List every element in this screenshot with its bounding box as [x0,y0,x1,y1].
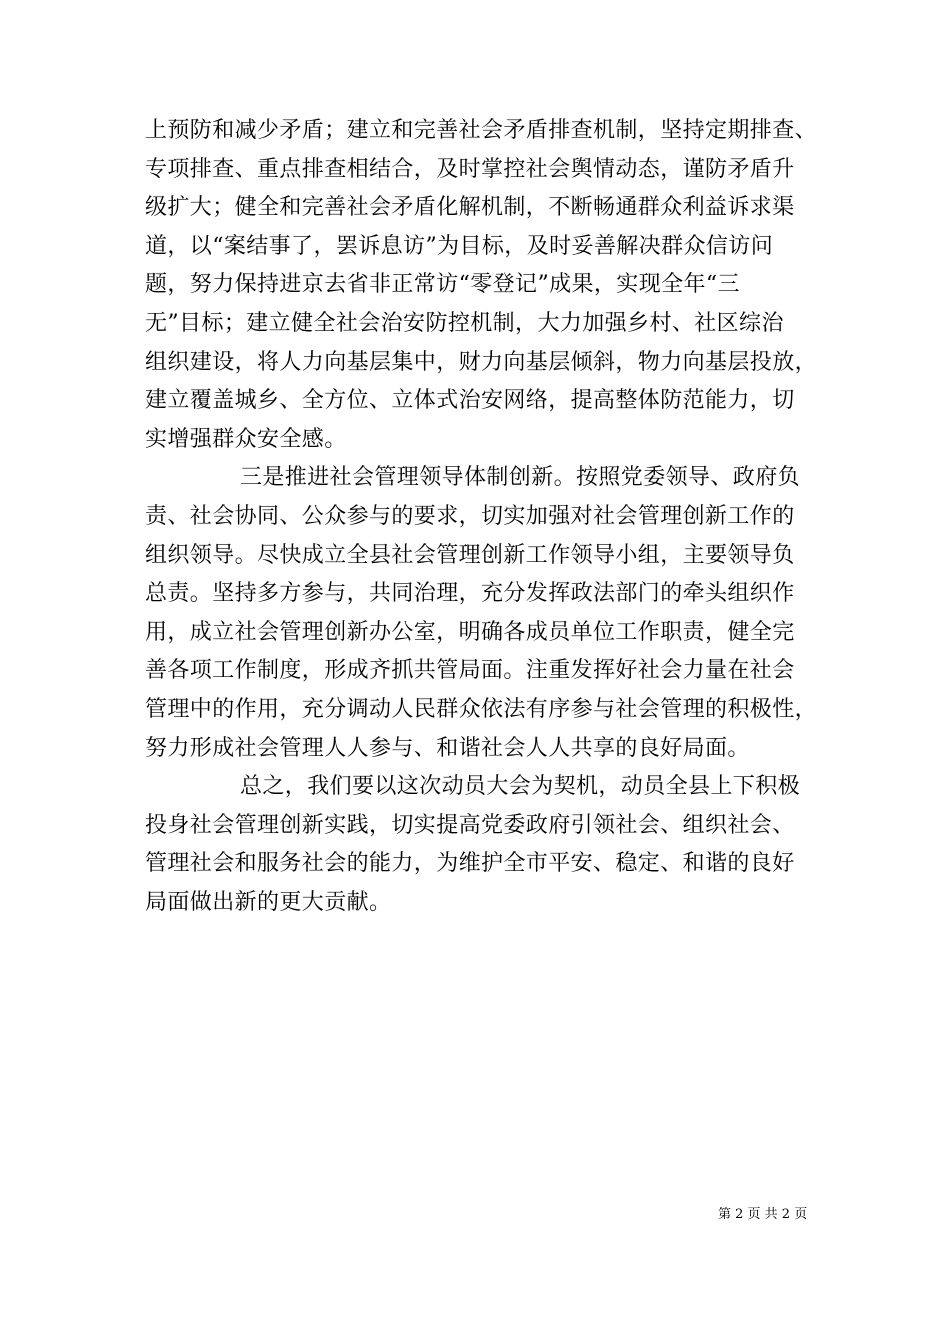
text-line: 实增强群众安全感。 [145,426,347,452]
text-line: 局面做出新的更大贡献。 [145,889,392,915]
text-line: 道，以“案结事了，罢诉息访”为目标，及时妥善解决群众信访问 [145,233,774,259]
text-line: 责、社会协同、公众参与的要求，切实加强对社会管理创新工作的 [145,503,795,529]
text-line: 专项排查、重点排查相结合，及时掌控社会舆情动态，谨防矛盾升 [145,156,795,182]
text-line: 级扩大；健全和完善社会矛盾化解机制，不断畅通群众利益诉求渠 [145,195,795,221]
text-line: 三是推进社会管理领导体制创新。按照党委领导、政府负 [240,465,801,491]
text-line: 努力形成社会管理人人参与、和谐社会人人共享的良好局面。 [145,735,750,761]
paragraph-1 [145,112,818,459]
text-line: 投身社会管理创新实践，切实提高党委政府引领社会、组织社会、 [145,812,795,838]
paragraph-2 [145,459,818,768]
text-line: 组织建设，将人力向基层集中，财力向基层倾斜，物力向基层投放， [145,349,818,375]
text-line: 总责。坚持多方参与，共同治理，充分发挥政法部门的牵头组织作 [145,581,795,607]
text-line: 管理中的作用，充分调动人民群众依法有序参与社会管理的积极性， [145,696,818,722]
text-line: 管理社会和服务社会的能力，为维护全市平安、稳定、和谐的良好 [145,851,795,877]
text-line: 建立覆盖城乡、全方位、立体式治安网络，提高整体防范能力，切 [145,388,795,414]
text-line: 善各项工作制度，形成齐抓共管局面。注重发挥好社会力量在社会 [145,658,795,684]
text-line: 上预防和减少矛盾；建立和完善社会矛盾排查机制，坚持定期排查、 [145,118,818,143]
text-line: 组织领导。尽快成立全县社会管理创新工作领导小组，主要领导负 [145,542,795,568]
text-line: 题，努力保持进京去省非正常访“零登记”成果，实现全年“三 [145,272,740,298]
document-body [145,112,818,922]
text-line: 用，成立社会管理创新办公室，明确各成员单位工作职责，健全完 [145,619,795,645]
paragraph-3 [145,768,813,922]
text-line: 总之，我们要以这次动员大会为契机，动员全县上下积极 [240,774,801,800]
text-line: 无”目标；建立健全社会治安防控机制，大力加强乡村、社区综治 [145,310,784,336]
page-number-footer: 第 2 页 共 2 页 [718,1207,808,1222]
